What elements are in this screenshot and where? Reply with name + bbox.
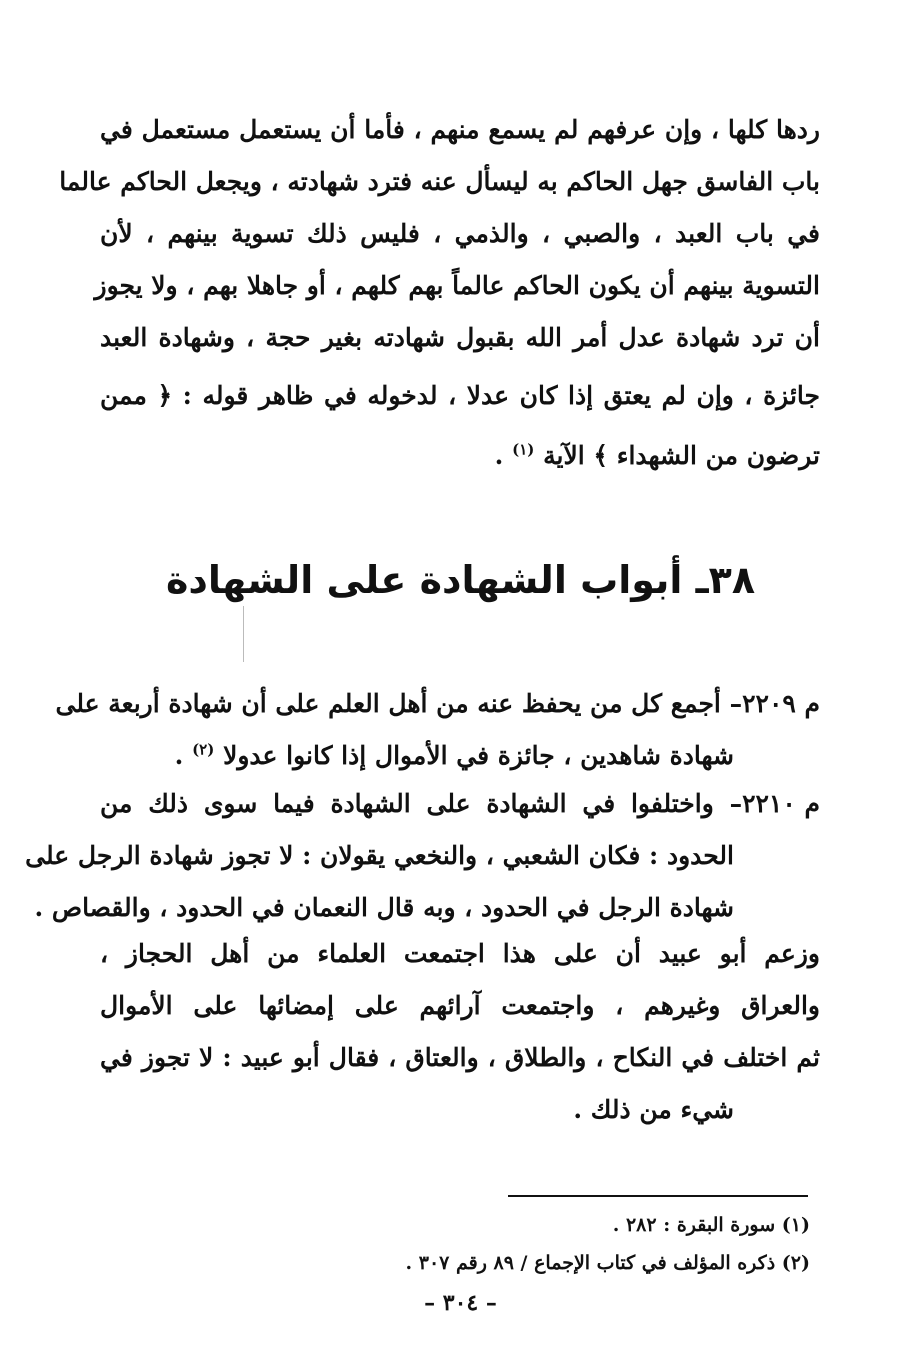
issue-line (100, 730, 820, 782)
text-line: والعراق وغيرهم ، واجتمعت آرائهم على إمضائها على الأموال (100, 991, 820, 1020)
issue-text: أجمع كل من يحفظ عنه من أهل العلم على أن شهادة أربعة على (55, 689, 721, 718)
text-line: وزعم أبو عبيد أن على هذا اجتمعت العلماء من أهل الحجاز ، (100, 939, 820, 968)
footnote-2: (٢) ذكره المؤلف في كتاب الإجماع / ٨٩ رقم ٣٠٧ . (405, 1252, 810, 1274)
issue-text: واختلفوا في الشهادة على الشهادة فيما سوى ذلك من (100, 789, 714, 818)
chapter-heading: ٣٨ـ أبواب الشهادة على الشهادة (165, 558, 756, 602)
sentence-end: . (174, 741, 193, 770)
abu-ubaid-paragraph (100, 928, 820, 1136)
text-line: التسوية بينهم أن يكون الحاكم عالماً بهم كلهم ، أو جاهلا بهم ، ولا يجوز (94, 271, 820, 300)
text-line: ردها كلها ، وإن عرفهم لم يسمع منهم ، فأما أن يستعمل مستعمل في (100, 115, 820, 144)
footnote-ref: (١) (512, 440, 535, 459)
issue-first-line (55, 678, 820, 730)
footnote-ref: (٢) (192, 740, 215, 759)
sentence-end: . (494, 441, 513, 470)
issue-number: م ٢٢٠٩– (729, 689, 820, 718)
issue-text: شهادة شاهدين ، جائزة في الأموال إذا كانوا عدولا (223, 741, 734, 770)
text-line-last (100, 430, 820, 482)
page-number: – ٣٠٤ – (424, 1290, 497, 1316)
footnote-1: (١) سورة البقرة : ٢٨٢ . (612, 1214, 810, 1236)
footnote-divider (508, 1195, 808, 1197)
text-line: شيء من ذلك . (573, 1095, 734, 1124)
intro-paragraph (59, 104, 820, 482)
text-line: ثم اختلف في النكاح ، والطلاق ، والعتاق ، فقال أبو عبيد : لا تجوز في (100, 1043, 820, 1072)
text-line: باب الفاسق جهل الحاكم به ليسأل عنه فترد شهادته ، ويجعل الحاكم عالما (59, 167, 820, 196)
issue-line: شهادة الرجل في الحدود ، وبه قال النعمان في الحدود ، والقصاص . (34, 893, 734, 922)
text-line: جائزة ، وإن لم يعتق إذا كان عدلا ، لدخوله في ظاهر قوله : ﴿ ممن (100, 381, 820, 410)
issue-2210 (25, 778, 820, 934)
issue-2209 (55, 678, 820, 782)
quran-verse-text: ترضون من الشهداء ﴾ الآية (543, 441, 820, 470)
margin-mark (243, 606, 244, 662)
issue-number: م ٢٢١٠– (729, 789, 820, 818)
issue-line: الحدود : فكان الشعبي ، والنخعي يقولان : لا تجوز شهادة الرجل على (25, 841, 734, 870)
text-line: في باب العبد ، والصبي ، والذمي ، فليس ذلك تسوية بينهم ، لأن (100, 219, 820, 248)
issue-first-line (100, 778, 820, 830)
text-line: أن ترد شهادة عدل أمر الله بقبول شهادته بغير حجة ، وشهادة العبد (100, 323, 820, 352)
